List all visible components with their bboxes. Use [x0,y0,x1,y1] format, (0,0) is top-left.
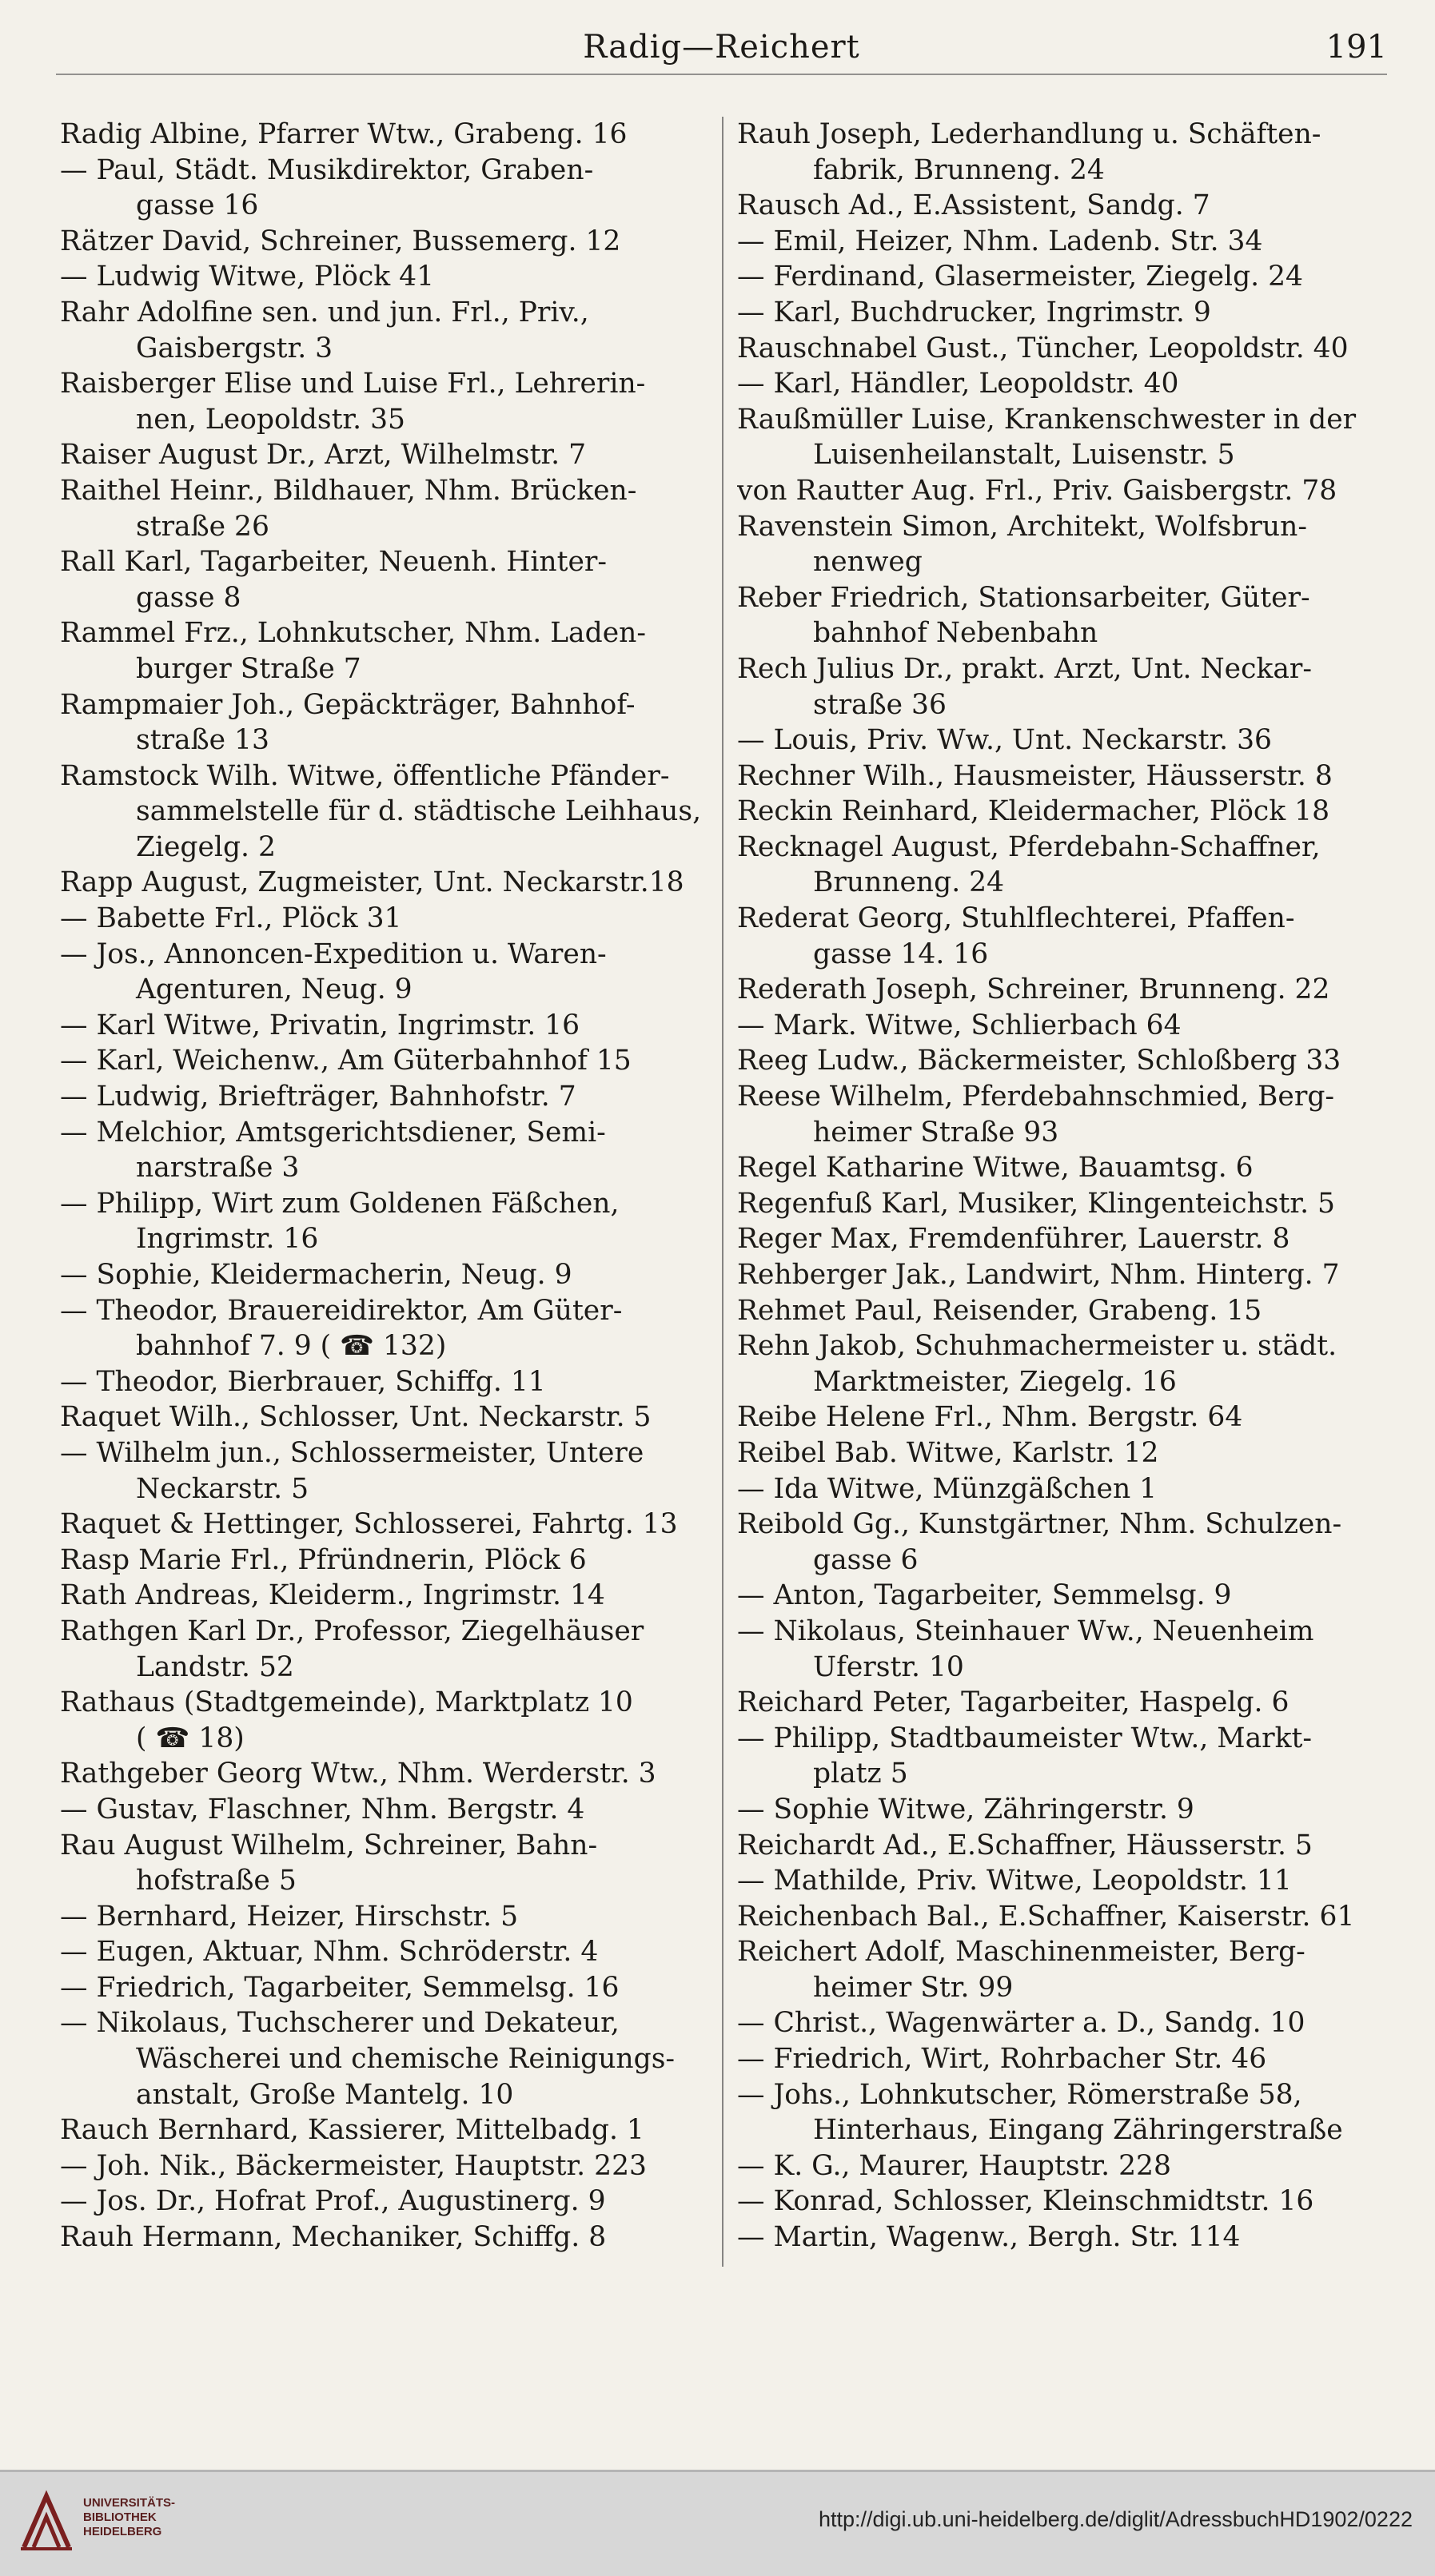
header-rule [56,74,1387,75]
entry-line: — Theodor, Bierbrauer, Schiffg. 11 [60,1365,546,1398]
entry-line: — Ida Witwe, Münzgäßchen 1 [737,1472,1158,1505]
entry-line: — Mark. Witwe, Schlierbach 64 [737,1009,1182,1041]
entry-line: Rehberger Jak., Landwirt, Nhm. Hinterg. 7 [737,1259,1340,1291]
entry-line: Rammel Frz., Lohnkutscher, Nhm. Laden- [60,617,647,650]
entry-line: Rapp August, Zugmeister, Unt. Neckarstr.18 [60,866,684,899]
directory-entry [737,331,1397,367]
entry-line: Ramstock Wilh. Witwe, öffentliche Pfänder- [60,759,670,792]
directory-entry [737,758,1397,794]
entry-continuation: gasse 16 [136,189,259,222]
directory-entry [737,1043,1397,1079]
directory-entry [60,437,716,473]
entry-continuation: Hinterhaus, Eingang Zähringerstraße [813,2114,1343,2147]
entry-line: Rausch Ad., E.Assistent, Sandg. 7 [737,189,1210,222]
entry-line: — Louis, Priv. Ww., Unt. Neckarstr. 36 [737,724,1272,757]
directory-entry [60,1578,716,1614]
entry-continuation: gasse 8 [136,581,241,614]
entry-line: — Emil, Heizer, Nhm. Ladenb. Str. 34 [737,225,1263,257]
entry-line: — Ferdinand, Glasermeister, Ziegelg. 24 [737,261,1304,293]
library-logo-icon [18,2490,75,2554]
entry-line: — Nikolaus, Steinhauer Ww., Neuenheim [737,1614,1314,1647]
directory-entry [737,1399,1397,1435]
directory-entry [737,509,1397,580]
directory-entry [60,224,716,260]
entry-continuation: burger Straße 7 [136,652,361,685]
entry-line: — Babette Frl., Plöck 31 [60,902,402,935]
entry-line: Rall Karl, Tagarbeiter, Neuenh. Hinter- [60,546,608,579]
entry-continuation: platz 5 [813,1758,908,1790]
entry-line: Reckin Reinhard, Kleidermacher, Plöck 18 [737,795,1330,828]
directory-entry [60,1115,716,1186]
directory-entry [737,1186,1397,1222]
directory-entry [737,1150,1397,1186]
entry-continuation: bahnhof 7. 9 ( ☎ 132) [136,1330,447,1363]
directory-entry [60,1614,716,1685]
entry-continuation: gasse 14. 16 [813,938,989,970]
directory-entry [737,651,1397,723]
entry-continuation: Luisenheilanstalt, Luisenstr. 5 [813,439,1235,472]
entry-continuation: Wäscherei und chemische Reinigungs- [136,2043,676,2076]
entry-line: Raithel Heinr., Bildhauer, Nhm. Brücken- [60,474,637,507]
entry-line: — Jos. Dr., Hofrat Prof., Augustinerg. 9 [60,2185,606,2218]
entry-line: Rath Andreas, Kleiderm., Ingrimstr. 14 [60,1579,605,1612]
entry-line: Rahr Adolfine sen. und jun. Frl., Priv., [60,296,589,328]
entry-line: — Ludwig Witwe, Plöck 41 [60,261,435,293]
directory-entry [60,1435,716,1507]
entry-line: — Gustav, Flaschner, Nhm. Bergstr. 4 [60,1793,585,1825]
directory-entry [60,2005,716,2112]
directory-entry [60,758,716,866]
page-title: Radig—Reichert [583,29,860,66]
entry-continuation: Ziegelg. 2 [136,830,276,863]
directory-entry [737,1721,1397,1792]
entry-continuation: fabrik, Brunneng. 24 [813,153,1105,186]
entry-line: Rampmaier Joh., Gepäckträger, Bahnhof- [60,688,636,721]
directory-entry [60,1970,716,2006]
entry-continuation: ( ☎ 18) [136,1722,245,1754]
entry-continuation: straße 13 [136,724,269,757]
entry-line: Rathaus (Stadtgemeinde), Marktplatz 10 [60,1686,633,1719]
entry-line: — Ludwig, Briefträger, Bahnhofstr. 7 [60,1081,576,1113]
entry-line: — Wilhelm jun., Schlossermeister, Untere [60,1436,644,1469]
directory-entry [737,723,1397,758]
entry-line: Reibold Gg., Kunstgärtner, Nhm. Schulzen- [737,1508,1342,1541]
directory-entry [737,1899,1397,1935]
directory-entry [60,1399,716,1435]
directory-entry [737,1792,1397,1828]
directory-entry [737,1685,1397,1721]
entry-line: Reibel Bab. Witwe, Karlstr. 12 [737,1436,1159,1469]
directory-entry [60,295,716,366]
entry-line: Reese Wilhelm, Pferdebahnschmied, Berg- [737,1081,1335,1113]
directory-entry [737,2077,1397,2148]
directory-entry [60,2148,716,2184]
directory-entry [60,1792,716,1828]
library-line-2: BIBLIOTHEK [83,2510,157,2524]
entry-line: Radig Albine, Pfarrer Wtw., Grabeng. 16 [60,118,628,150]
directory-entry [737,295,1397,331]
directory-entry [737,2220,1397,2255]
entry-continuation: Gaisbergstr. 3 [136,332,333,364]
directory-entry [60,366,716,437]
entry-line: — Theodor, Brauereidirektor, Am Güter- [60,1294,623,1327]
entry-line: — Johs., Lohnkutscher, Römerstraße 58, [737,2078,1302,2111]
entry-line: Reichert Adolf, Maschinenmeister, Berg- [737,1936,1305,1969]
directory-entry [737,2005,1397,2041]
entry-line: — Philipp, Stadtbaumeister Wtw., Markt- [737,1722,1313,1754]
column-divider [722,117,723,2267]
directory-entry [60,901,716,937]
directory-entry [737,1614,1397,1685]
entry-line: — Konrad, Schlosser, Kleinschmidtstr. 16 [737,2185,1314,2218]
entry-line: — Friedrich, Tagarbeiter, Semmelsg. 16 [60,1971,620,2004]
entry-line: — Anton, Tagarbeiter, Semmelsg. 9 [737,1579,1232,1612]
directory-entry [737,1079,1397,1150]
page-number: 191 [1325,29,1387,66]
entry-line: Rau August Wilhelm, Schreiner, Bahn- [60,1829,598,1861]
entry-line: — Karl Witwe, Privatin, Ingrimstr. 16 [60,1009,580,1041]
directory-entry [737,1435,1397,1471]
directory-entry [737,2184,1397,2220]
directory-entry [60,117,716,153]
directory-entry [60,1756,716,1792]
directory-entry [737,830,1397,901]
directory-entry [60,615,716,687]
directory-entry [737,1578,1397,1614]
directory-entry [60,2184,716,2220]
entry-continuation: Landstr. 52 [136,1650,294,1683]
entry-line: Reichenbach Bal., E.Schaffner, Kaiserstr. 61 [737,1900,1355,1933]
entry-continuation: narstraße 3 [136,1152,300,1184]
entry-line: Rathgeber Georg Wtw., Nhm. Werderstr. 3 [60,1758,656,1790]
directory-entry [737,2041,1397,2077]
directory-entry [60,2112,716,2148]
entry-line: Rauschnabel Gust., Tüncher, Leopoldstr. 40 [737,332,1349,364]
entry-line: — K. G., Maurer, Hauptstr. 228 [737,2149,1171,2182]
directory-entry [737,1293,1397,1329]
entry-line: — Sophie, Kleidermacherin, Neug. 9 [60,1259,572,1291]
entry-line: — Paul, Städt. Musikdirektor, Graben- [60,153,594,186]
entry-line: Reeg Ludw., Bäckermeister, Schloßberg 33 [737,1045,1341,1077]
directory-entry [737,580,1397,651]
directory-entry [737,402,1397,473]
entry-line: Raquet & Hettinger, Schlosserei, Fahrtg. 13 [60,1508,678,1541]
library-line-1: UNIVERSITÄTS- [83,2496,176,2510]
entry-line: Reichard Peter, Tagarbeiter, Haspelg. 6 [737,1686,1290,1719]
entry-line: Reber Friedrich, Stationsarbeiter, Güter- [737,581,1310,614]
directory-entry [60,1008,716,1044]
directory-entry [60,1043,716,1079]
entry-line: Rathgen Karl Dr., Professor, Ziegelhäuser [60,1614,644,1647]
entry-line: — Joh. Nik., Bäckermeister, Hauptstr. 223 [60,2149,647,2182]
entry-line: Reichardt Ad., E.Schaffner, Häusserstr. 5 [737,1829,1313,1861]
directory-entry [737,1471,1397,1507]
page-header [56,18,1387,82]
entry-continuation: heimer Str. 99 [813,1971,1014,2004]
source-url[interactable]: http://digi.ub.uni-heidelberg.de/diglit/AdressbuchHD1902/0222 [818,2507,1413,2531]
entry-line: Rehmet Paul, Reisender, Grabeng. 15 [737,1294,1262,1327]
directory-entry [60,687,716,758]
entry-line: Rederath Joseph, Schreiner, Brunneng. 22 [737,973,1330,1006]
entry-line: Rech Julius Dr., prakt. Arzt, Unt. Neckar- [737,652,1313,685]
entry-line: Regenfuß Karl, Musiker, Klingenteichstr. 5 [737,1187,1335,1220]
directory-entry [60,1685,716,1756]
right-column [737,117,1397,2255]
entry-line: von Rautter Aug. Frl., Priv. Gaisbergstr. 78 [737,474,1337,507]
directory-entry [737,1221,1397,1257]
entry-continuation: Marktmeister, Ziegelg. 16 [813,1365,1177,1398]
entry-line: — Philipp, Wirt zum Goldenen Fäßchen, [60,1187,620,1220]
directory-entry [60,937,716,1008]
entry-line: Regel Katharine Witwe, Bauamtsg. 6 [737,1152,1254,1184]
left-column [60,117,716,2255]
directory-entry [737,188,1397,224]
entry-line: Raiser August Dr., Arzt, Wilhelmstr. 7 [60,439,587,472]
entry-continuation: gasse 6 [813,1543,919,1576]
entry-line: — Eugen, Aktuar, Nhm. Schröderstr. 4 [60,1936,599,1969]
directory-entry [60,2220,716,2255]
directory-entry [60,1186,716,1257]
entry-line: — Melchior, Amtsgerichtsdiener, Semi- [60,1116,606,1149]
directory-entry [737,2148,1397,2184]
directory-entry [737,1008,1397,1044]
directory-entry [737,1828,1397,1864]
entry-line: Raquet Wilh., Schlosser, Unt. Neckarstr. 5 [60,1401,652,1434]
directory-entry [60,1507,716,1543]
directory-entry [60,544,716,615]
directory-entry [60,1293,716,1364]
directory-entry [60,473,716,544]
entry-line: Raisberger Elise und Luise Frl., Lehrerin- [60,368,646,400]
entry-line: — Sophie Witwe, Zähringerstr. 9 [737,1793,1194,1825]
entry-line: — Karl, Buchdrucker, Ingrimstr. 9 [737,296,1211,328]
entry-line: Reger Max, Fremdenführer, Lauerstr. 8 [737,1223,1290,1256]
directory-entry [737,901,1397,972]
entry-continuation: heimer Straße 93 [813,1116,1059,1149]
directory-entry [60,1079,716,1115]
entry-line: Rechner Wilh., Hausmeister, Häusserstr. 8 [737,759,1333,792]
entry-continuation: straße 36 [813,688,947,721]
entry-line: — Karl, Händler, Leopoldstr. 40 [737,368,1179,400]
directory-entry [60,1543,716,1579]
directory-entry [60,153,716,224]
directory-entry [737,473,1397,509]
entry-line: Rasp Marie Frl., Pfründnerin, Plöck 6 [60,1543,587,1576]
directory-entry [737,1934,1397,2005]
entry-line: — Martin, Wagenw., Bergh. Str. 114 [737,2221,1241,2254]
entry-line: Rauch Bernhard, Kassierer, Mittelbadg. 1 [60,2114,644,2147]
entry-line: — Bernhard, Heizer, Hirschstr. 5 [60,1900,519,1933]
entry-continuation: Ingrimstr. 16 [136,1223,319,1256]
directory-entry [737,1507,1397,1578]
directory-entry [737,972,1397,1008]
entry-continuation: Neckarstr. 5 [136,1472,309,1505]
directory-entry [60,865,716,901]
entry-line: Rätzer David, Schreiner, Bussemerg. 12 [60,225,621,257]
entry-line: Recknagel August, Pferdebahn-Schaffner, [737,830,1321,863]
directory-entry [737,794,1397,830]
entry-line: — Karl, Weichenw., Am Güterbahnhof 15 [60,1045,632,1077]
entry-line: Rehn Jakob, Schuhmachermeister u. städt. [737,1330,1337,1363]
directory-entry [60,1934,716,1970]
entry-continuation: anstalt, Große Mantelg. 10 [136,2078,514,2111]
directory-entry [737,259,1397,295]
library-name [83,2496,175,2539]
entry-continuation: hofstraße 5 [136,1865,297,1897]
footer-bar [0,2470,1435,2576]
entry-line: Rederat Georg, Stuhlflechterei, Pfaffen- [737,902,1295,935]
entry-line: Raußmüller Luise, Krankenschwester in der [737,403,1357,436]
directory-entry [737,1863,1397,1899]
entry-line: — Nikolaus, Tuchscherer und Dekateur, [60,2007,620,2040]
entry-line: Ravenstein Simon, Architekt, Wolfsbrun- [737,510,1308,543]
directory-entry [737,224,1397,260]
library-line-3: HEIDELBERG [83,2525,162,2538]
entry-line: — Friedrich, Wirt, Rohrbacher Str. 46 [737,2043,1267,2076]
directory-entry [737,1328,1397,1399]
directory-entry [60,1899,716,1935]
entry-line: — Christ., Wagenwärter a. D., Sandg. 10 [737,2007,1305,2040]
directory-entry [60,1828,716,1899]
entry-line: Reibe Helene Frl., Nhm. Bergstr. 64 [737,1401,1243,1434]
entry-continuation: sammelstelle für d. städtische Leihhaus, [136,795,702,828]
entry-line: — Mathilde, Priv. Witwe, Leopoldstr. 11 [737,1865,1292,1897]
entry-continuation: Uferstr. 10 [813,1650,964,1683]
entry-continuation: Agenturen, Neug. 9 [136,973,413,1006]
directory-entry [60,259,716,295]
entry-line: Rauh Joseph, Lederhandlung u. Schäften- [737,118,1321,150]
entry-continuation: bahnhof Nebenbahn [813,617,1098,650]
directory-entry [60,1257,716,1293]
entry-continuation: nen, Leopoldstr. 35 [136,403,405,436]
directory-entry [60,1364,716,1400]
entry-continuation: nenweg [813,546,923,579]
directory-entry [737,117,1397,188]
directory-entry [737,366,1397,402]
directory-entry [737,1257,1397,1293]
entry-line: Rauh Hermann, Mechaniker, Schiffg. 8 [60,2221,607,2254]
entry-line: — Jos., Annoncen-Expedition u. Waren- [60,938,607,970]
entry-continuation: Brunneng. 24 [813,866,1005,899]
entry-continuation: straße 26 [136,510,269,543]
